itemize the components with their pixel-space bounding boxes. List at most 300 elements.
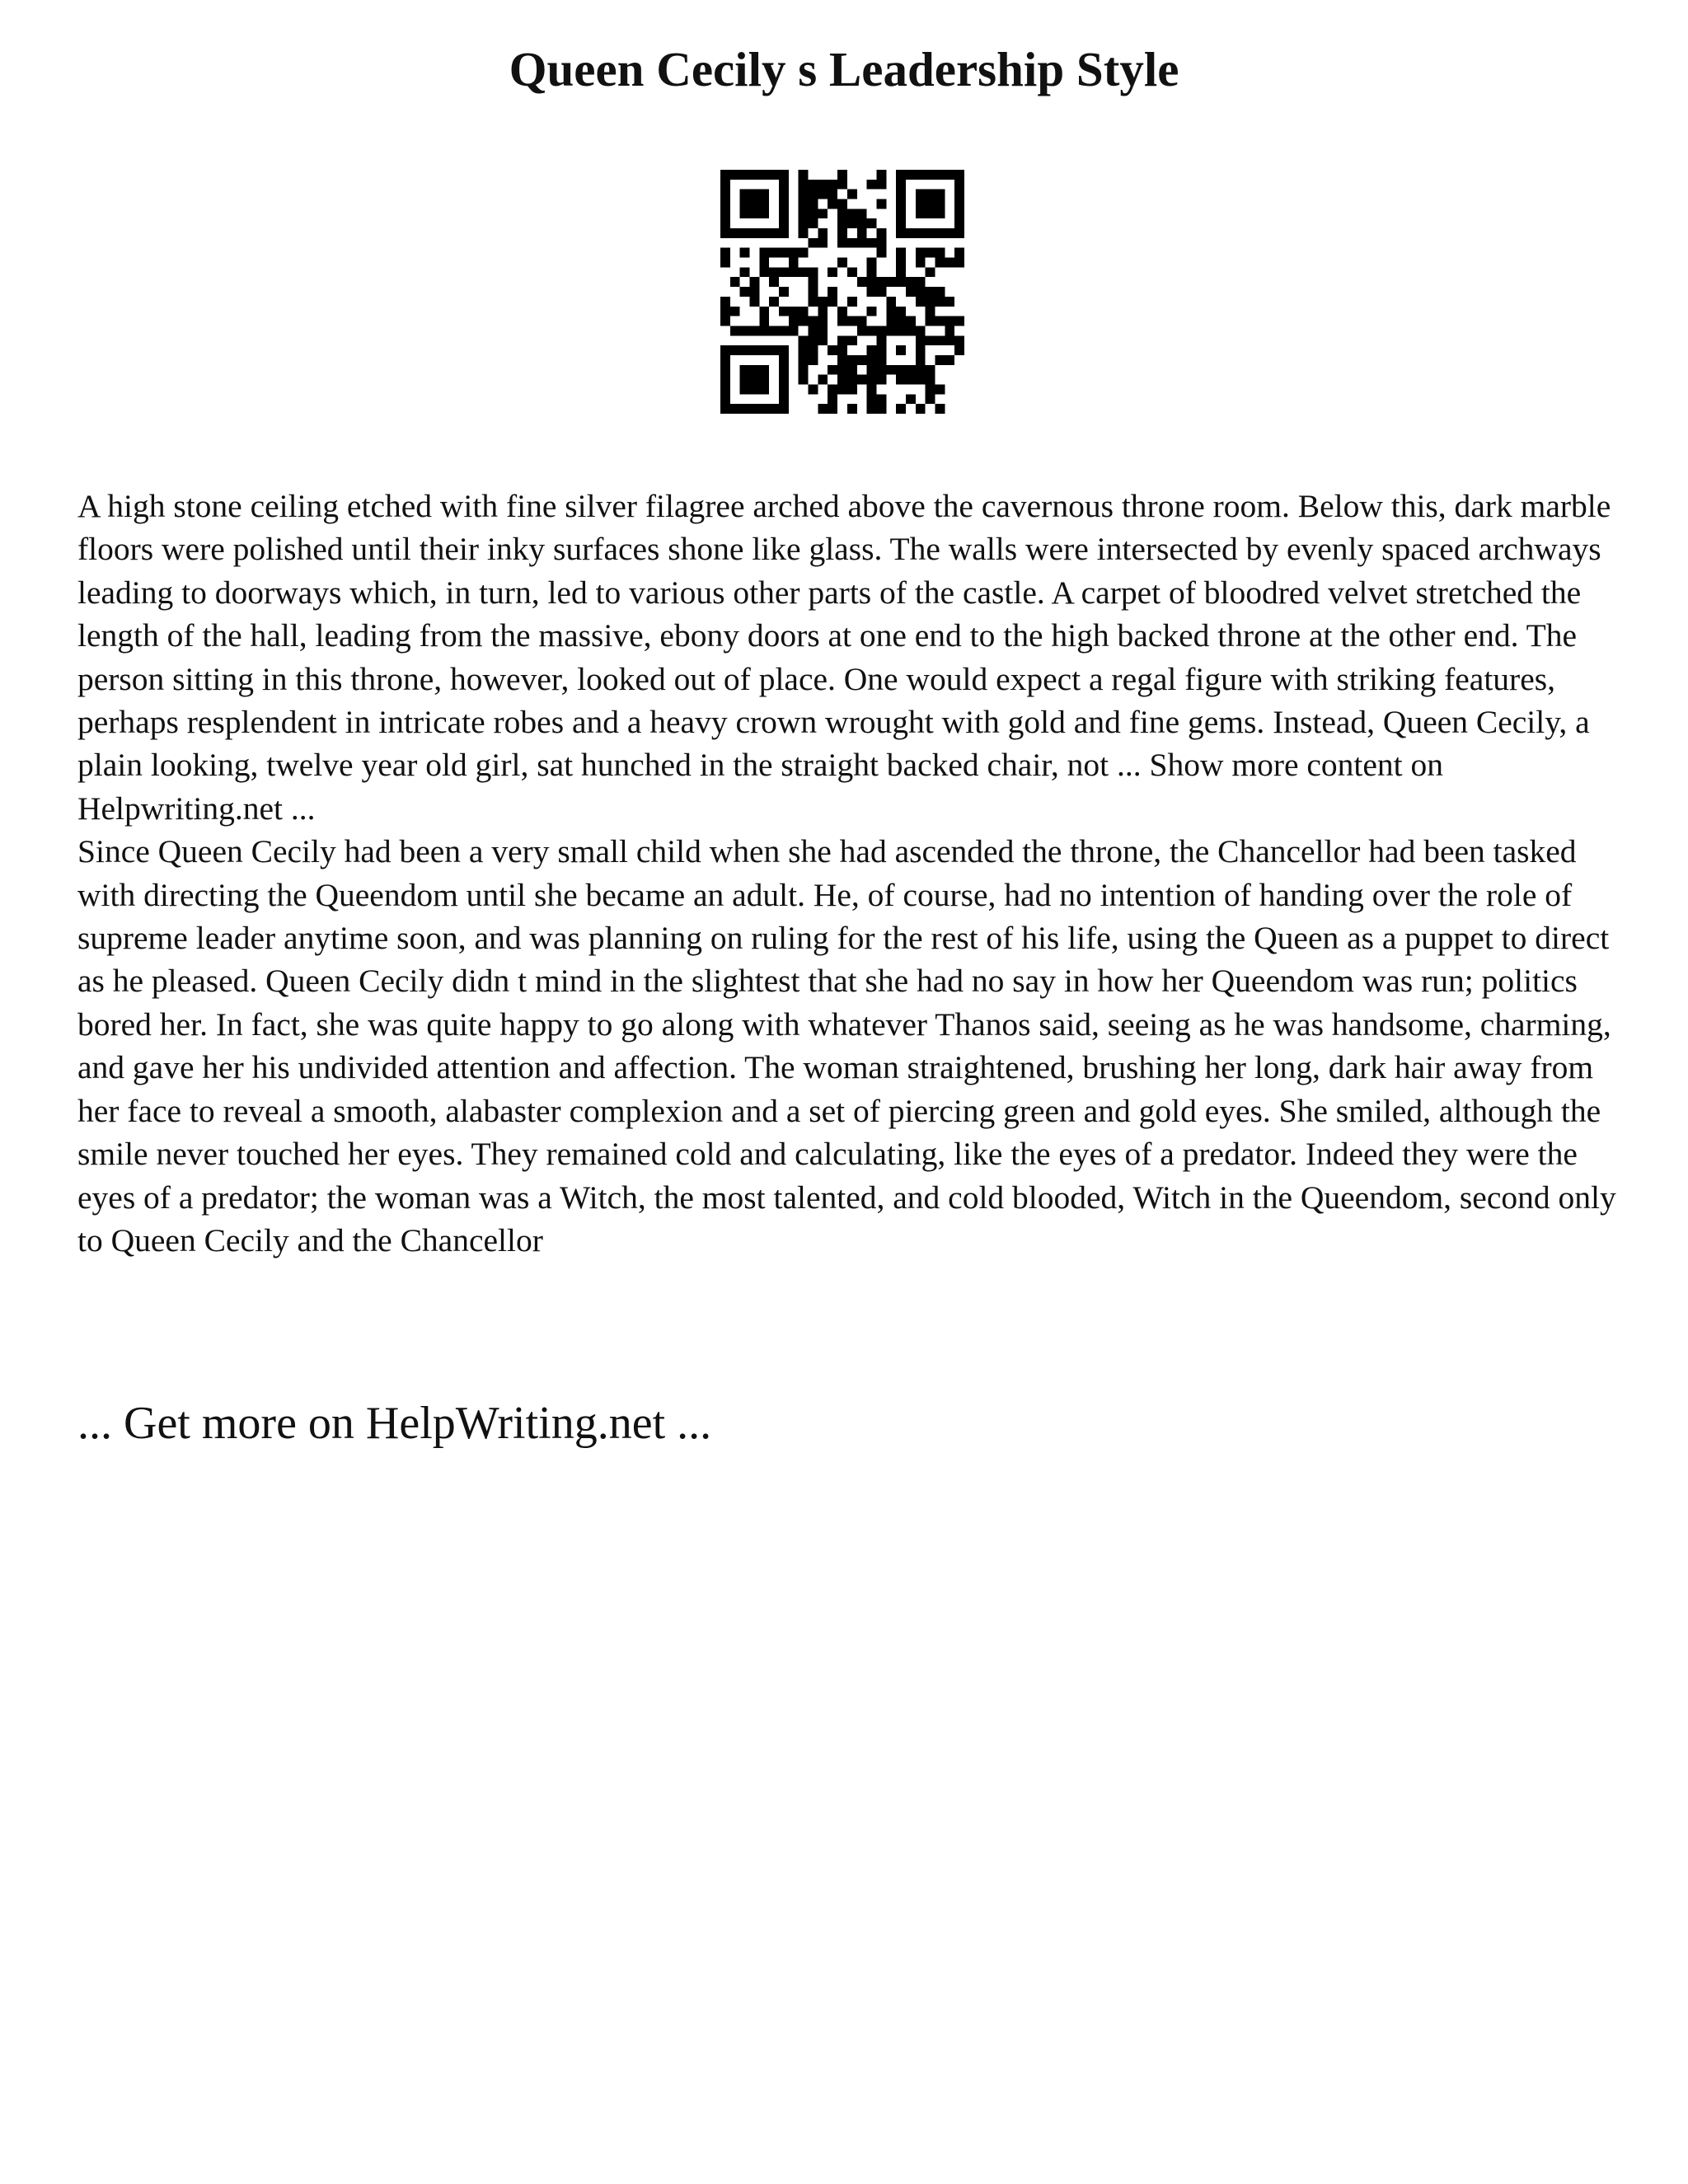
qr-module [867, 345, 877, 355]
qr-module [818, 297, 828, 307]
qr-module [740, 170, 750, 180]
qr-module [867, 326, 877, 335]
qr-module [720, 394, 730, 404]
qr-module [876, 277, 886, 287]
qr-module [759, 404, 769, 414]
qr-module [847, 267, 857, 277]
qr-module [916, 199, 926, 209]
paragraph: A high stone ceiling etched with fine silver filagree arched above the cavernous throne room. Below this, dark marble floors were polished until their inky surfaces shone like glass. The walls were intersected by evenly spaced archways leading to doorways which, in turn, led to various other parts of the castle. A carpet of bloodred velvet stretched the length of the hall, leading from the massive, ebony doors at one end to the high backed throne at the other end. The person sitting in this throne, however, looked out of place. One would expect a regal figure with striking features, perhaps resplendent in intricate robes and a heavy crown wrought with gold and fine gems. Instead, Queen Cecily, a plain looking, twelve year old girl, sat hunched in the straight backed chair, not ... Show more content on Helpwriting.net ... [77, 488, 1611, 827]
qr-module [799, 248, 809, 258]
qr-module [779, 326, 789, 335]
qr-module [886, 365, 896, 375]
qr-module [818, 190, 828, 199]
qr-module [896, 258, 906, 268]
qr-module [759, 345, 769, 355]
qr-module [720, 404, 730, 414]
qr-module [769, 248, 779, 258]
qr-module [789, 267, 799, 277]
qr-module [779, 365, 789, 375]
qr-module [954, 209, 964, 218]
qr-module [799, 375, 809, 385]
qr-module [769, 404, 779, 414]
qr-module [769, 345, 779, 355]
qr-module [935, 297, 945, 307]
qr-module [857, 238, 867, 248]
qr-module [720, 218, 730, 228]
qr-module [935, 170, 945, 180]
qr-module [750, 287, 760, 297]
qr-module [720, 228, 730, 238]
qr-module [867, 355, 877, 365]
qr-module [906, 326, 916, 335]
qr-module [916, 287, 926, 297]
qr-module [779, 267, 789, 277]
qr-module [926, 297, 935, 307]
qr-module [945, 326, 954, 335]
qr-module [886, 326, 896, 335]
qr-module [730, 307, 740, 316]
qr-module [740, 287, 750, 297]
qr-module [759, 228, 769, 238]
qr-module [759, 209, 769, 218]
qr-module [789, 316, 799, 326]
qr-module [896, 170, 906, 180]
qr-module [750, 404, 760, 414]
qr-module [769, 267, 779, 277]
qr-module [837, 335, 847, 345]
qr-module [720, 248, 730, 258]
qr-module [876, 170, 886, 180]
qr-module [867, 384, 877, 394]
qr-module [935, 355, 945, 365]
qr-module [828, 297, 837, 307]
qr-module [837, 238, 847, 248]
qr-module [916, 258, 926, 268]
qr-module [896, 307, 906, 316]
qr-module [799, 267, 809, 277]
qr-module [926, 316, 935, 326]
qr-module [916, 365, 926, 375]
qr-module [799, 365, 809, 375]
qr-module [847, 365, 857, 375]
qr-module [809, 355, 818, 365]
qr-module [809, 277, 818, 287]
qr-module [720, 190, 730, 199]
qr-module [799, 335, 809, 345]
qr-module [750, 345, 760, 355]
qr-module [828, 287, 837, 297]
qr-module [926, 384, 935, 394]
qr-module [876, 404, 886, 414]
qr-module [857, 355, 867, 365]
qr-module [779, 375, 789, 385]
qr-module [847, 209, 857, 218]
qr-module [906, 365, 916, 375]
qr-module [720, 345, 730, 355]
qr-module [799, 209, 809, 218]
qr-module [857, 316, 867, 326]
qr-module [954, 218, 964, 228]
qr-module [867, 277, 877, 287]
qr-module [809, 316, 818, 326]
qr-module [828, 345, 837, 355]
qr-module [779, 170, 789, 180]
qr-module [750, 209, 760, 218]
qr-module [720, 384, 730, 394]
qr-module [916, 335, 926, 345]
qr-module [847, 297, 857, 307]
qr-module [809, 335, 818, 345]
qr-module [867, 404, 877, 414]
qr-module [916, 326, 926, 335]
qr-module [954, 248, 964, 258]
qr-module [809, 326, 818, 335]
qr-module [759, 170, 769, 180]
qr-module [759, 384, 769, 394]
qr-module [926, 394, 935, 404]
qr-module [896, 404, 906, 414]
qr-module [896, 209, 906, 218]
qr-module [779, 228, 789, 238]
qr-module [896, 218, 906, 228]
qr-module [926, 365, 935, 375]
qr-module [867, 375, 877, 385]
qr-module [750, 199, 760, 209]
qr-module [740, 384, 750, 394]
qr-module [896, 316, 906, 326]
qr-module [935, 228, 945, 238]
qr-module [828, 384, 837, 394]
qr-module [926, 335, 935, 345]
qr-module [799, 307, 809, 316]
qr-module [759, 267, 769, 277]
qr-module [779, 209, 789, 218]
qr-module [954, 316, 964, 326]
qr-module [916, 345, 926, 355]
qr-module [837, 316, 847, 326]
qr-module [896, 190, 906, 199]
qr-module [867, 394, 877, 404]
qr-module [740, 228, 750, 238]
qr-module [828, 267, 837, 277]
qr-module [740, 190, 750, 199]
qr-module [945, 297, 954, 307]
qr-module [906, 394, 916, 404]
qr-module [896, 326, 906, 335]
qr-module [837, 345, 847, 355]
qr-module [906, 287, 916, 297]
qr-module [799, 170, 809, 180]
qr-module [935, 190, 945, 199]
qr-module [945, 228, 954, 238]
qr-module [906, 375, 916, 385]
page-title: Queen Cecily s Leadership Style [509, 42, 1179, 96]
qr-module [799, 218, 809, 228]
qr-module [926, 267, 935, 277]
qr-module [779, 307, 789, 316]
qr-module [720, 316, 730, 326]
qr-module [926, 190, 935, 199]
qr-module [954, 335, 964, 345]
qr-module [906, 170, 916, 180]
qr-module [779, 384, 789, 394]
qr-module [759, 248, 769, 258]
qr-module [759, 199, 769, 209]
qr-module [857, 326, 867, 335]
qr-module [809, 180, 818, 190]
qr-module [837, 228, 847, 238]
qr-module [926, 375, 935, 385]
qr-module [809, 345, 818, 355]
qr-module [876, 199, 886, 209]
qr-module [809, 238, 818, 248]
qr-module [750, 365, 760, 375]
qr-module [926, 307, 935, 316]
qr-module [896, 267, 906, 277]
qr-module [769, 326, 779, 335]
qr-module [935, 384, 945, 394]
qr-module [759, 365, 769, 375]
qr-module [847, 355, 857, 365]
qr-module [809, 287, 818, 297]
qr-module [730, 228, 740, 238]
qr-module [916, 170, 926, 180]
qr-module [896, 228, 906, 238]
qr-module [818, 404, 828, 414]
qr-module [847, 375, 857, 385]
qr-module [740, 365, 750, 375]
qr-module [876, 238, 886, 248]
qr-module [926, 199, 935, 209]
qr-module [759, 326, 769, 335]
qr-module [720, 365, 730, 375]
qr-module [779, 248, 789, 258]
qr-module [779, 404, 789, 414]
qr-module [828, 180, 837, 190]
qr-module [818, 238, 828, 248]
qr-module [926, 170, 935, 180]
qr-module [818, 228, 828, 238]
qr-module [720, 180, 730, 190]
qr-module [906, 316, 916, 326]
qr-module [720, 297, 730, 307]
qr-module [837, 180, 847, 190]
qr-module [828, 199, 837, 209]
qr-module [857, 209, 867, 218]
qr-module [857, 375, 867, 385]
qr-module [769, 170, 779, 180]
qr-module [876, 365, 886, 375]
qr-module [779, 190, 789, 199]
qr-module [750, 228, 760, 238]
qr-module [740, 199, 750, 209]
qr-module [847, 316, 857, 326]
qr-module [847, 335, 857, 345]
qr-module [876, 326, 886, 335]
qr-module [935, 404, 945, 414]
qr-module [720, 307, 730, 316]
qr-module [847, 404, 857, 414]
qr-module [818, 209, 828, 218]
qr-module [916, 228, 926, 238]
qr-module [837, 209, 847, 218]
qr-module [837, 365, 847, 375]
qr-module [809, 190, 818, 199]
qr-module [818, 326, 828, 335]
qr-module [945, 355, 954, 365]
qr-module [916, 277, 926, 287]
qr-module [759, 258, 769, 268]
qr-module [769, 297, 779, 307]
qr-module [867, 307, 877, 316]
qr-module [837, 258, 847, 268]
qr-module [740, 326, 750, 335]
qr-module [886, 277, 896, 287]
qr-module [818, 307, 828, 316]
qr-module [809, 384, 818, 394]
qr-module [954, 170, 964, 180]
qr-module [789, 248, 799, 258]
qr-module [799, 228, 809, 238]
qr-module [779, 355, 789, 365]
qr-module [867, 238, 877, 248]
qr-module [750, 170, 760, 180]
qr-module [876, 394, 886, 404]
qr-module [730, 345, 740, 355]
qr-module [896, 277, 906, 287]
qr-module [935, 248, 945, 258]
qr-module [769, 228, 779, 238]
qr-module [837, 218, 847, 228]
qr-module [799, 190, 809, 199]
qr-module [809, 267, 818, 277]
qr-module [779, 218, 789, 228]
qr-module [867, 180, 877, 190]
qr-module [876, 180, 886, 190]
qr-module [867, 218, 877, 228]
qr-module [720, 258, 730, 268]
qr-module [945, 316, 954, 326]
qr-module [847, 190, 857, 199]
qr-module [720, 199, 730, 209]
qr-module [857, 228, 867, 238]
qr-module [954, 258, 964, 268]
qr-module [809, 218, 818, 228]
qr-module [906, 277, 916, 287]
qr-module [799, 199, 809, 209]
article-body [77, 485, 1627, 1262]
qr-module [789, 326, 799, 335]
qr-module [916, 190, 926, 199]
qr-module [818, 375, 828, 385]
get-more-link[interactable]: ... Get more on HelpWriting.net ... [77, 1398, 712, 1449]
qr-module [750, 384, 760, 394]
qr-module [886, 307, 896, 316]
qr-module [828, 365, 837, 375]
qr-module [847, 238, 857, 248]
qr-module [779, 394, 789, 404]
qr-module [916, 297, 926, 307]
qr-module [818, 335, 828, 345]
qr-module [954, 190, 964, 199]
qr-module [886, 316, 896, 326]
qr-module [837, 307, 847, 316]
qr-module [935, 287, 945, 297]
qr-module [926, 248, 935, 258]
qr-module [750, 190, 760, 199]
qr-module [896, 199, 906, 209]
qr-module [916, 355, 926, 365]
qr-module [740, 345, 750, 355]
qr-module [896, 365, 906, 375]
qr-module [876, 228, 886, 238]
qr-module [935, 209, 945, 218]
qr-module [720, 170, 730, 180]
qr-module [837, 375, 847, 385]
qr-module [828, 394, 837, 404]
qr-module [720, 375, 730, 385]
qr-module [818, 316, 828, 326]
qr-module [759, 375, 769, 385]
qr-module [730, 326, 740, 335]
qr-module [867, 365, 877, 375]
qr-module [896, 345, 906, 355]
qr-module [720, 209, 730, 218]
qr-module [916, 404, 926, 414]
qr-module [916, 375, 926, 385]
qr-module [837, 170, 847, 180]
qr-module [828, 404, 837, 414]
qr-module [896, 248, 906, 258]
qr-module [759, 316, 769, 326]
qr-module [896, 180, 906, 190]
qr-module [779, 345, 789, 355]
qr-module [926, 287, 935, 297]
qr-module [876, 335, 886, 345]
qr-module [740, 248, 750, 258]
qr-module [876, 355, 886, 365]
qr-module [954, 228, 964, 238]
qr-code-icon [720, 170, 964, 414]
qr-module [789, 258, 799, 268]
qr-module [837, 384, 847, 394]
qr-module [867, 258, 877, 268]
qr-module [779, 287, 789, 297]
qr-module [818, 180, 828, 190]
qr-module [730, 404, 740, 414]
qr-module [867, 267, 877, 277]
qr-module [896, 375, 906, 385]
qr-module [945, 335, 954, 345]
qr-module [857, 218, 867, 228]
qr-module [750, 277, 760, 287]
qr-module [828, 190, 837, 199]
qr-module [906, 228, 916, 238]
qr-module [954, 199, 964, 209]
qr-module [809, 209, 818, 218]
qr-module [769, 277, 779, 287]
qr-module [740, 267, 750, 277]
qr-module [857, 277, 867, 287]
qr-module [847, 218, 857, 228]
qr-module [789, 307, 799, 316]
qr-code-graphic [720, 170, 964, 414]
qr-module [730, 170, 740, 180]
qr-module [945, 170, 954, 180]
qr-module [876, 248, 886, 258]
qr-module [886, 297, 896, 307]
qr-module [876, 375, 886, 385]
